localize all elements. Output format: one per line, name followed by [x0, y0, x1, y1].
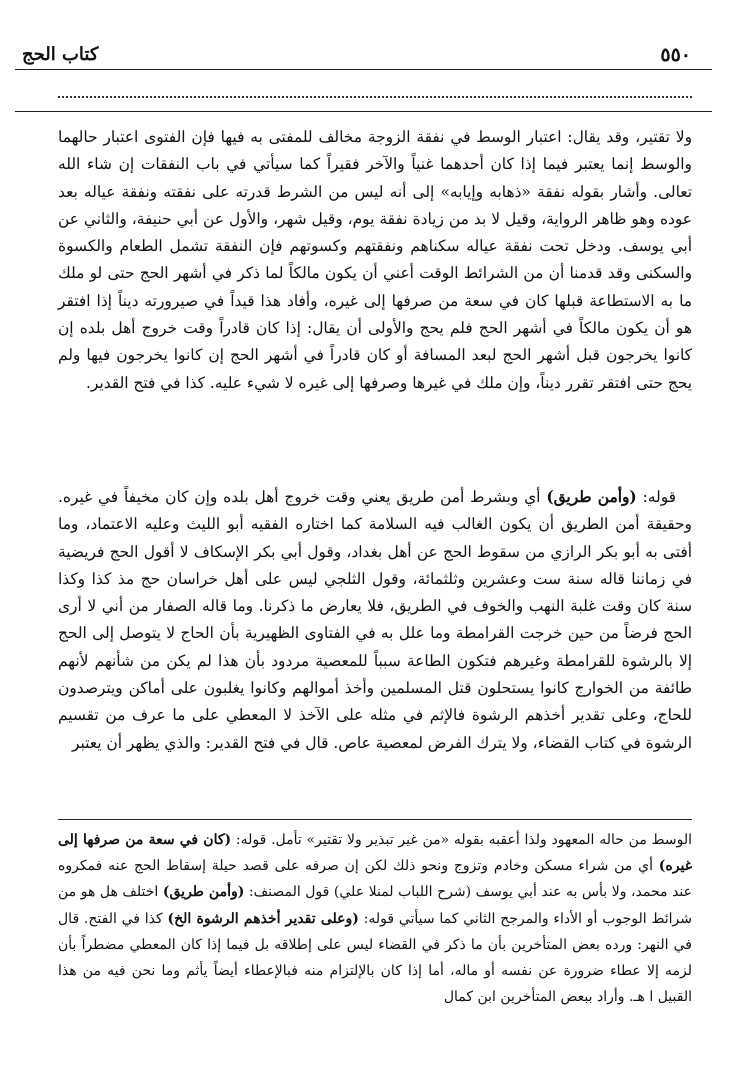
footnote-quote: (وعلى تقدير أخذهم الرشوة الخ) — [167, 910, 359, 927]
footnote-text: أي من شراء مسكن وخادم وتزوج ونحو ذلك لكن إن صرفه على قصد حيلة إسقاط الحج عنه فمكروه عند محمد، ولا بأس به عند أبي يوسف (شرح اللباب لمنلا علي) قول المصنف: — [58, 858, 692, 901]
page-number: ٥٥٠ — [660, 44, 691, 66]
paragraph-text: أي وبشرط أمن طريق يعني وقت خروج أهل بلده وإن كان مخيفاً في غيره. وحقيقة أمن الطريق أن يكون الغالب فيه السلامة كما اختاره الفقيه أبو الليث وعليه الاعتماد، وما أفتى به أبو بكر الرازي من سقوط الحج عن أهل بغداد، وقول أبي بكر الإسكاف لا أقول الحج فريضية في زماننا قاله سنة ست وعشرين وثلثمائة، وقول الثلجي ليس على أهل خراسان حج مذ كذا وكذا سنة كان وقت غلبة النهب والخوف في الطريق، فلا يعارض ما ذكرنا. وما قاله الصفار من أني لا أرى الحج فرضاً من حين خرجت القرامطة وما علل به في الفتاوى الظهيرية بأن الحاج لا يتوصل إلى الحج إلا بالرشوة للقرامطة وغيرهم فتكون الطاعة سبباً للمعصية مردود بأن هذا لم يكن من شأنهم لأنهم طائفة من الخوارج كانوا يستحلون قتل المسلمين وأخذ أموالهم وكانوا يغلبون على أماكن ويترصدون للحاج، وعلى تقدير أخذهم الرشوة فالإثم في مثله على الآخذ لا المعطي على ما عرف من تقسيم الرشوة في كتاب القضاء، ولا يترك الفرض لمعصية عاص. قال في فتح القدير: والذي يظهر أن يعتبر — [58, 488, 692, 752]
main-paragraph-2 — [58, 484, 692, 757]
paragraph-lead: قوله: — [642, 488, 676, 506]
bold-quote: (وأمن طريق) — [546, 488, 637, 506]
footnote-text: الوسط من حاله المعهود ولذا أعقبه بقوله «من غير تبذير ولا تقتير» تأمل. قوله: — [235, 832, 692, 848]
footnote-quote: (وأمن طريق) — [162, 884, 245, 901]
main-paragraph-1 — [58, 124, 692, 397]
footnote-quote: (كان في سعة من صرفها إلى غيره) — [58, 832, 693, 875]
header-rule-lower — [15, 111, 712, 112]
dotted-divider — [58, 86, 692, 98]
running-header-title: كتاب الحج — [22, 44, 99, 65]
footnote-text: كذا في الفتح. قال في النهر: ورده بعض المتأخرين بأن ما ذكر في القضاء ليس على إطلاقه بل فيما إذا كان المعطي مضطراً بأن لزمه إلا عطاء ضرورة عن نفسه أو ماله، أما إذا كان بالإلتزام منه فبالإعطاء أيضاً يأثم وما نحن فيه من هذا القبيل ا هـ. وأراد ببعض المتأخرين ابن كمال — [58, 910, 692, 1006]
footnote — [58, 827, 692, 1010]
header-rule — [15, 69, 712, 70]
paragraph-text: ولا تقتير، وقد يقال: اعتبار الوسط في نفقة الزوجة مخالف للمفتى به فيها فإن الفتوى اعتبار حالهما والوسط إنما يعتبر فيما إذا كان أحدهما غنياً والآخر فقيراً كما سيأتي في باب النفقات إن شاء الله تعالى. وأشار بقوله نفقة «ذهابه وإيابه» إلى أنه ليس من الشرط قدرته على نفقته ونفقة عياله بعد عوده وهو ظاهر الرواية، وقيل لا بد من زيادة نفقة يوم، وقيل شهر، والأول عن أبي حنيفة، والثاني عن أبي يوسف. ودخل تحت نفقة عياله سكناهم ونفقتهم وكسوتهم فإن النفقة تشمل الطعام والكسوة والسكنى وقد قدمنا أن من الشرائط الوقت أعني أن يكون مالكاً لما ذكر في أشهر الحج حتى لو ملك ما به الاستطاعة قبلها كان في سعة من صرفها إلى غيره، وأفاد هذا قيداً في صيرورته ديناً إذا افتقر هو أن يكون مالكاً في أشهر الحج فلم يحج والأولى أن يقال: إذا كان قادراً وقت خروج أهل بلده إن كانوا يخرجون قبل أشهر الحج لبعد المسافة أو كان قادراً في أشهر الحج إن كانوا يخرجون فيها ولم يحج حتى افتقر تقرر ديناً، وإن ملك في غيرها وصرفها إلى غيره لا شيء عليه. كذا في فتح القدير. — [58, 128, 692, 392]
footnote-text: اختلف هل هو من شرائط الوجوب أو الأداء والمرجح الثاني كما سيأتي قوله: — [58, 884, 692, 927]
footnote-rule — [58, 819, 692, 820]
